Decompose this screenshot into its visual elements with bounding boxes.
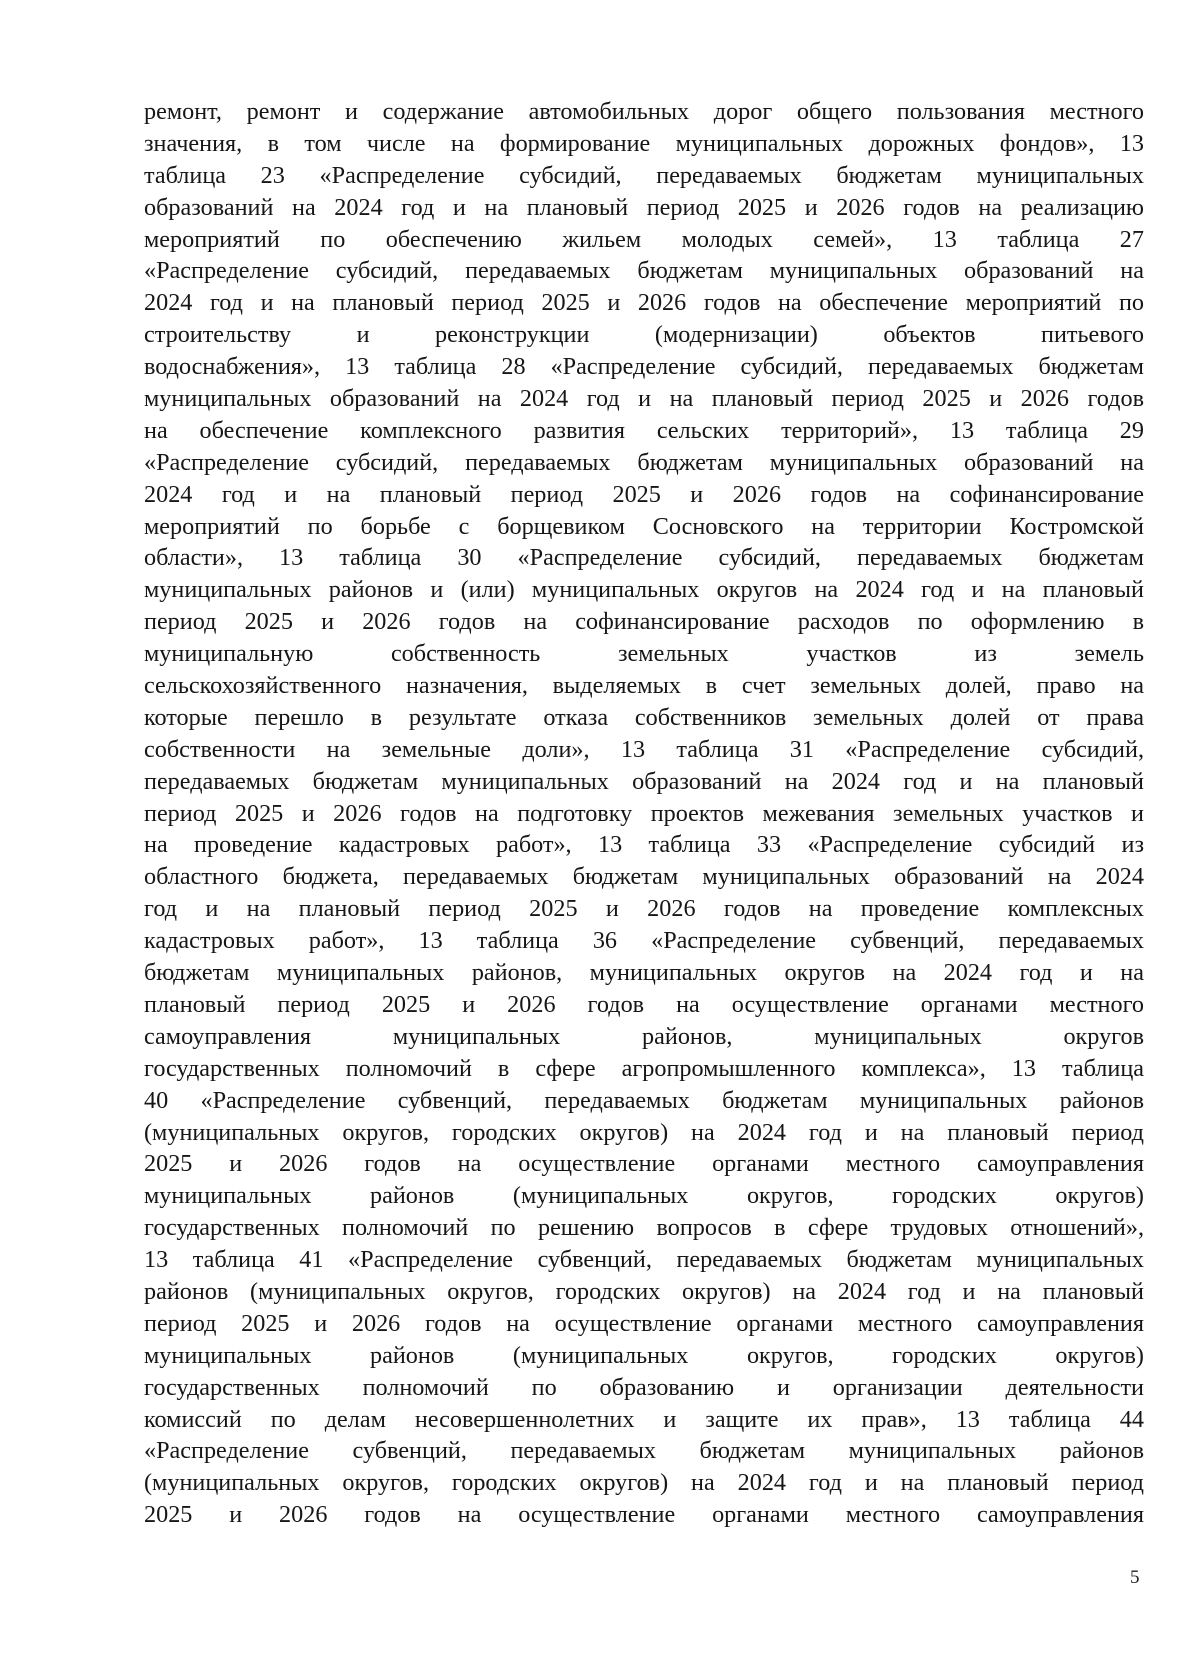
text-line: 13 таблица 41 «Распределение субвенций, передаваемых бюджетам муниципальных bbox=[144, 1246, 1144, 1274]
text-line: 2024 год и на плановый период 2025 и 2026 годов на софинансирование bbox=[144, 480, 1144, 508]
body-text bbox=[144, 96, 1144, 1531]
text-line: на проведение кадастровых работ», 13 таблица 33 «Распределение субсидий из bbox=[144, 831, 1144, 859]
text-line: «Распределение субвенций, передаваемых бюджетам муниципальных районов bbox=[144, 1437, 1144, 1465]
text-line: передаваемых бюджетам муниципальных образований на 2024 год и на плановый bbox=[144, 767, 1144, 795]
text-line: сельскохозяйственного назначения, выделяемых в счет земельных долей, право на bbox=[144, 672, 1144, 700]
text-line: на обеспечение комплексного развития сельских территорий», 13 таблица 29 bbox=[144, 416, 1144, 444]
text-line: муниципальную собственность земельных участков из земель bbox=[144, 640, 1144, 668]
text-line: районов (муниципальных округов, городских округов) на 2024 год и на плановый bbox=[144, 1277, 1144, 1305]
text-line: муниципальных районов (муниципальных округов, городских округов) bbox=[144, 1182, 1144, 1210]
text-line: государственных полномочий по образованию и организации деятельности bbox=[144, 1373, 1144, 1401]
text-line: муниципальных районов (муниципальных округов, городских округов) bbox=[144, 1341, 1144, 1369]
text-line: муниципальных образований на 2024 год и на плановый период 2025 и 2026 годов bbox=[144, 385, 1144, 413]
text-line: (муниципальных округов, городских округов) на 2024 год и на плановый период bbox=[144, 1118, 1144, 1146]
text-line: водоснабжения», 13 таблица 28 «Распределение субсидий, передаваемых бюджетам bbox=[144, 353, 1144, 381]
text-line: кадастровых работ», 13 таблица 36 «Распределение субвенций, передаваемых bbox=[144, 927, 1144, 955]
text-line: образований на 2024 год и на плановый период 2025 и 2026 годов на реализацию bbox=[144, 193, 1144, 221]
text-line: период 2025 и 2026 годов на подготовку проектов межевания земельных участков и bbox=[144, 799, 1144, 827]
text-line: 2024 год и на плановый период 2025 и 2026 годов на обеспечение мероприятий по bbox=[144, 289, 1144, 317]
text-line: собственности на земельные доли», 13 таблица 31 «Распределение субсидий, bbox=[144, 735, 1144, 763]
text-line: мероприятий по борьбе с борщевиком Сосновского на территории Костромской bbox=[144, 512, 1144, 540]
text-line: 2025 и 2026 годов на осуществление органами местного самоуправления bbox=[144, 1150, 1144, 1178]
text-line: «Распределение субсидий, передаваемых бюджетам муниципальных образований на bbox=[144, 257, 1144, 285]
text-line: строительству и реконструкции (модернизации) объектов питьевого bbox=[144, 321, 1144, 349]
text-line: год и на плановый период 2025 и 2026 годов на проведение комплексных bbox=[144, 895, 1144, 923]
text-line: комиссий по делам несовершеннолетних и защите их прав», 13 таблица 44 bbox=[144, 1405, 1144, 1433]
text-line: области», 13 таблица 30 «Распределение субсидий, передаваемых бюджетам bbox=[144, 544, 1144, 572]
text-line: период 2025 и 2026 годов на осуществление органами местного самоуправления bbox=[144, 1309, 1144, 1337]
text-line: «Распределение субсидий, передаваемых бюджетам муниципальных образований на bbox=[144, 448, 1144, 476]
text-line: 2025 и 2026 годов на осуществление органами местного самоуправления bbox=[144, 1501, 1144, 1529]
text-line: муниципальных районов и (или) муниципальных округов на 2024 год и на плановый bbox=[144, 576, 1144, 604]
text-line: период 2025 и 2026 годов на софинансирование расходов по оформлению в bbox=[144, 608, 1144, 636]
text-line: мероприятий по обеспечению жильем молодых семей», 13 таблица 27 bbox=[144, 225, 1144, 253]
text-line: (муниципальных округов, городских округов) на 2024 год и на плановый период bbox=[144, 1469, 1144, 1497]
text-line: которые перешло в результате отказа собственников земельных долей от права bbox=[144, 703, 1144, 731]
text-line: значения, в том числе на формирование муниципальных дорожных фондов», 13 bbox=[144, 129, 1144, 157]
text-line: государственных полномочий по решению вопросов в сфере трудовых отношений», bbox=[144, 1214, 1144, 1242]
text-line: 40 «Распределение субвенций, передаваемых бюджетам муниципальных районов bbox=[144, 1086, 1144, 1114]
text-line: областного бюджета, передаваемых бюджетам муниципальных образований на 2024 bbox=[144, 863, 1144, 891]
text-line: таблица 23 «Распределение субсидий, передаваемых бюджетам муниципальных bbox=[144, 161, 1144, 189]
text-line: государственных полномочий в сфере агропромышленного комплекса», 13 таблица bbox=[144, 1054, 1144, 1082]
text-line: ремонт, ремонт и содержание автомобильных дорог общего пользования местного bbox=[144, 98, 1144, 125]
text-line: самоуправления муниципальных районов, муниципальных округов bbox=[144, 1022, 1144, 1050]
text-line: бюджетам муниципальных районов, муниципальных округов на 2024 год и на bbox=[144, 959, 1144, 987]
page-number: 5 bbox=[1130, 1567, 1140, 1588]
text-line: плановый период 2025 и 2026 годов на осуществление органами местного bbox=[144, 990, 1144, 1018]
